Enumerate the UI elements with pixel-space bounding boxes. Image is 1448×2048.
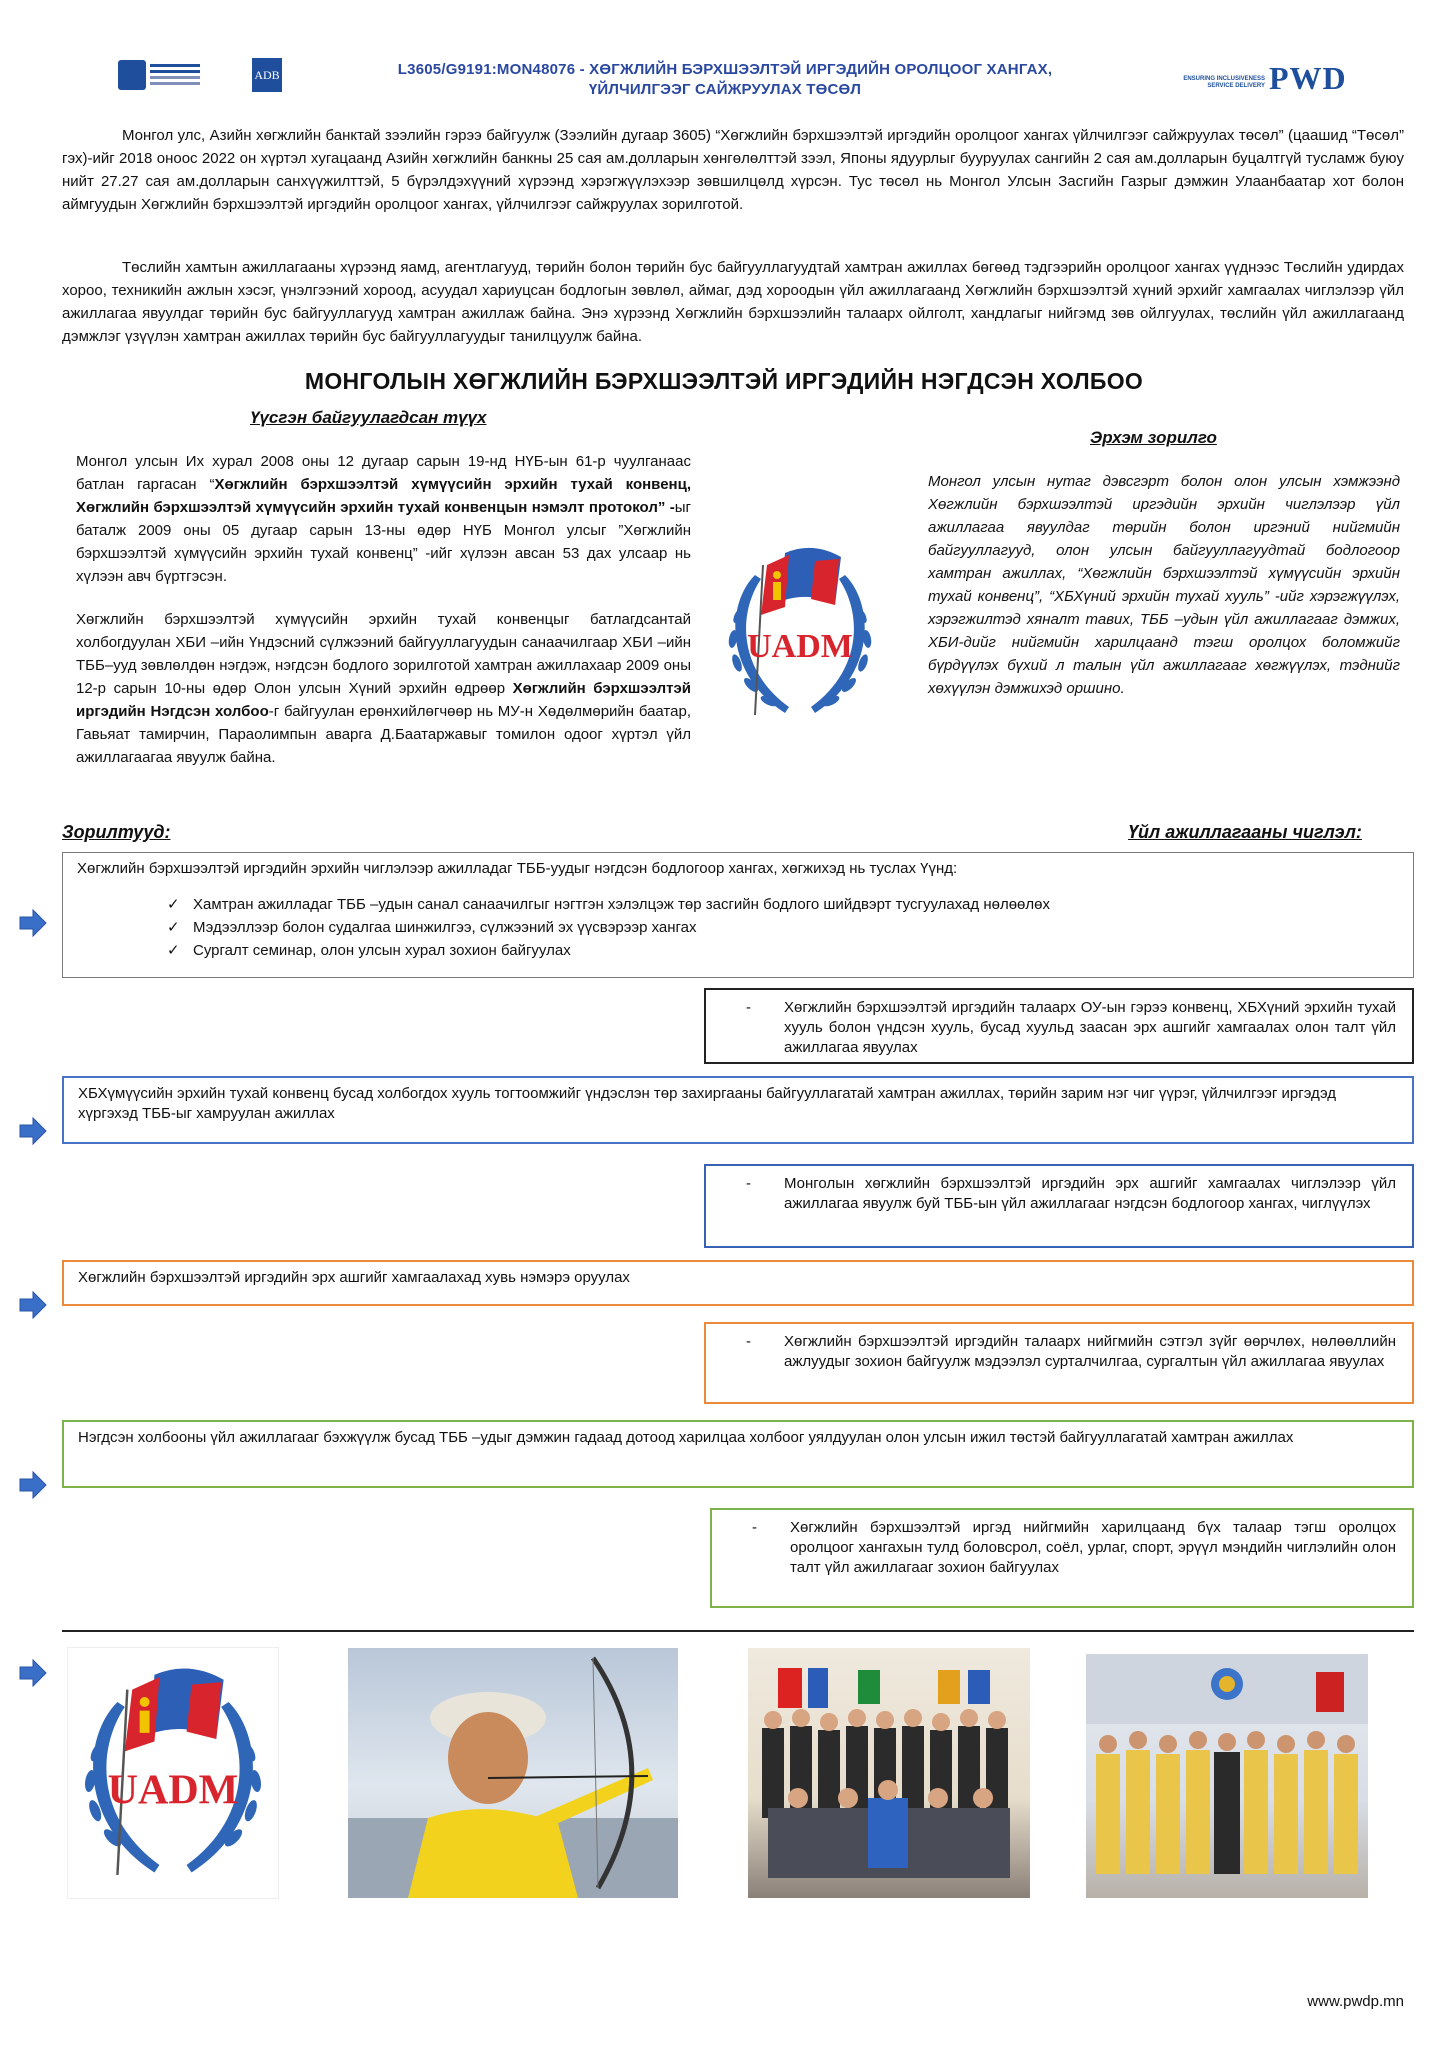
photo-archer <box>348 1648 678 1898</box>
intro-paragraph-2: Төслийн хамтын ажиллагааны хүрээнд яамд, агентлагууд, төрийн болон төрийн бус байгууллагуудтай хамтран ажиллах бөгөөд тэдгээрийн оролцоог хангах үүднээс Төслийн удирдах хороо, техникийн ажлын хэсэг, үнэлгээний хороод, асуудал хариуцсан бодлогын зөвлөл, аймаг, дэд хороодын үйл ажиллагаанд Хөгжлийн бэрхшээлтэй хүний эрхийг хамгаалах чиглэлээр үйл ажиллагаа явуулдаг төрийн бус байгууллагууд хамтран ажиллаж байна. Энэ хүрээнд Хөгжлийн бэрхшээлийн талаарх ойлголт, хандлагыг нийгэмд зөв ойлгуулах, төслийн үйл ажиллагаанд дэмжлэг үзүүлэн хамтран ажиллах төрийн бус байгууллагуудыг танилцуулж байна. <box>62 259 1404 345</box>
history-p1-text-a: Монгол улсын Их хурал 2008 оны 12 дугаар сарын 19-нд НҮБ-ын 61-р чуулганаас батлан гаргасан “ <box>76 453 691 493</box>
arrow-right-icon <box>18 1470 48 1500</box>
history-paragraph-2 <box>76 608 691 769</box>
direction-4-text: Хөгжлийн бэрхшээлтэй иргэд нийгмийн харилцаанд бүх талаар тэгш оролцох оролцоог хангахын тулд боловсрол, соёл, урлаг, спорт, эрүүл мэндийн чиглэлийн олон талт үйл ажиллагааг зохион байгуулах <box>790 1519 1396 1576</box>
goal-box-4 <box>62 1420 1414 1488</box>
arrow-right-icon <box>18 908 48 938</box>
history-p1-convention: Хөгжлийн бэрхшээлтэй хүмүүсийн эрхийн тухай конвенц, Хөгжлийн бэрхшээлтэй хүмүүсийн эрхийн тухай конвенцын нэмэлт протокол” - <box>76 476 691 516</box>
goal-box-2 <box>62 1076 1414 1144</box>
photo-group-meeting <box>748 1648 1030 1898</box>
checkmark-icon: ✓ <box>167 919 180 936</box>
direction-bullet: - <box>746 1175 751 1192</box>
goals-label: Зорилтууд: <box>62 822 171 842</box>
footer-website-link[interactable]: www.pwdp.mn <box>1307 1993 1404 2010</box>
history-p2-text-a: Хөгжлийн бэрхшээлтэй хүмүүсийн эрхийн тухай конвенцыг батлагдсантай холбогдуулан ХБИ –ийн Үндэсний сүлжээний байгууллагуудын санаачилгаар ХБИ –ийн ТББ–ууд зөвлөлдөн нэгдэж, нэгдсэн бодлого зорилготой хамтран ажиллахаар 2009 оны 12-р сарын 10-ны өдөр Олон улсын Хүний эрхийн өдрөөр <box>76 611 691 697</box>
goal-1-check-item: ✓ Сургалт семинар, олон улсын хурал зохион байгуулах <box>167 939 1399 962</box>
photo-uadm-logo <box>68 1648 278 1898</box>
history-paragraph-1 <box>76 450 691 588</box>
history-heading: Үүсгэн байгуулагдсан түүх <box>250 408 487 427</box>
project-title <box>330 60 1120 100</box>
uadm-logo-text: UADM <box>747 628 853 665</box>
direction-box-2 <box>704 1164 1414 1248</box>
direction-2-text: Монголын хөгжлийн бэрхшээлтэй иргэдийн эрх ашгийг хамгаалах чиглэлээр үйл ажиллагаа явуулж буй ТББ-ын үйл ажиллагааг нэгдсэн бодлогоор хангах, чиглүүлэх <box>784 1175 1396 1212</box>
arrow-right-icon <box>18 1290 48 1320</box>
direction-box-3 <box>704 1322 1414 1404</box>
directions-label: Үйл ажиллагааны чиглэл: <box>1128 822 1362 842</box>
goal-3-text: Хөгжлийн бэрхшээлтэй иргэдийн эрх ашгийг хамгаалахад хувь нэмэрэ оруулах <box>78 1269 630 1286</box>
goal-2-text: ХБХүмүүсийн эрхийн тухай конвенц бусад холбогдох хууль тогтоомжийг үндэслэн төр захиргааны байгууллагатай хамтран ажиллах, төрийн зарим нэг чиг үүрэг, үйлчилгээг иргэдэд хүргэхэд ТББ-ыг хамруулан ажиллах <box>78 1085 1337 1122</box>
mission-heading: Эрхэм зорилго <box>1090 428 1217 447</box>
goal-1-text: Хөгжлийн бэрхшээлтэй иргэдийн эрхийн чиглэлээр ажилладаг ТББ-уудыг нэгдсэн бодлогоор хангах, хөгжихэд нь туслах Үүнд: <box>77 860 958 877</box>
divider-line <box>62 1630 1414 1632</box>
goal-4-text: Нэгдсэн холбооны үйл ажиллагааг бэхжүүлж бусад ТББ –удыг дэмжин гадаад дотоод харилцаа холбоог уялдуулан олон улсын ижил төстэй байгууллагатай хамтран ажиллах <box>78 1429 1294 1446</box>
photo-team-yellow <box>1086 1654 1368 1898</box>
goal-1-checklist <box>167 893 1399 962</box>
checkmark-icon: ✓ <box>167 896 180 913</box>
goal-box-3 <box>62 1260 1414 1306</box>
arrow-right-icon <box>18 1658 48 1688</box>
project-title-line1: L3605/G9191:MON48076 - ХӨГЖЛИЙН БЭРХШЭЭЛТЭЙ ИРГЭДИЙН ОРОЛЦООГ ХАНГАХ, <box>397 61 1053 78</box>
ministry-logo-lines <box>150 64 200 67</box>
goal-1-check-item: ✓ Мэдээллээр болон судалгаа шинжилгээ, сүлжээний эх үүсвэрээр хангах <box>167 916 1399 939</box>
arrow-right-icon <box>18 1116 48 1146</box>
intro-paragraph-1: Монгол улс, Азийн хөгжлийн банктай зээлийн гэрээ байгуулж (Зээлийн дугаар 3605) “Хөгжлийн бэрхшээлтэй иргэдийн оролцоог хангах үйлчилгээг сайжруулах төсөл” (цаашид “Төсөл” гэх)-ийг 2018 оноос 2022 он хүртэл хугацаанд Азийн хөгжлийн банкны 25 сая ам.долларын хөнгөлөлттэй зээл, Японы ядуурлыг бууруулах сангийн 2 сая ам.долларын буцалтгүй тусламж буюу нийт 27.27 сая ам.долларын санхүүжилттэй, 5 бүрэлдэхүүний хүрээнд хэрэгжүүлэхээр зөвшилцөлд хүрсэн. Тус төсөл нь Монгол Улсын Засгийн Газрыг дэмжин Улаанбаатар хот болон аймгуудын Хөгжлийн бэрхшээлтэй иргэдийн оролцоог хангах, үйлчилгээг сайжруулах зорилготой. <box>62 127 1404 213</box>
goal-1-check-item: ✓ Хамтран ажилладаг ТББ –удын санал санаачилгыг нэгтгэн хэлэлцэж төр засгийн бодлого шийдвэрт тусгуулахад нөлөөлөх <box>167 893 1399 916</box>
history-p2-org-name: Хөгжлийн бэрхшээлтэй иргэдийн Нэгдсэн холбоо <box>76 680 692 720</box>
mission-text: Монгол улсын нутаг дэвсгэрт болон олон улсын хэмжээнд Хөгжлийн бэрхшээлтэй иргэдийн эрхийн чиглэлээр үйл ажиллагаа явуулдаг төрийн болон иргэний нийгмийн байгууллагууд, олон улсын байгууллагуудтай бодлогоор хамтран ажиллах, “Хөгжлийн бэрхшээлтэй хүмүүсийн эрхийн тухай конвенц”, “ХБХүний эрхийн тухай хууль” -ийг хэрэгжүүлэх, хэрэгжилтэд хяналт тавих, ТББ –удын үйл ажиллагааг дэмжих, ХБИ-дийг нийгмийн харилцаанд тэгш оролцох боломжийг бүрдүүлэх бүхий л талын үйл ажиллагааг хөгжүүлэх, тэднийг хөхүүлэн дэмжихэд оршино. <box>928 473 1400 697</box>
direction-bullet: - <box>752 1519 757 1536</box>
pwd-logo-text: PWD <box>1269 60 1347 96</box>
direction-1-text: Хөгжлийн бэрхшээлтэй иргэдийн талаарх ОУ-ын гэрээ конвенц, ХБХүний эрхийн тухай хууль болон үндсэн хууль, бусад хуульд заасан эрх ашгийг хамгаалах олон талт үйл ажиллагаа явуулах <box>784 999 1396 1056</box>
direction-bullet: - <box>746 1333 751 1350</box>
soyombo-emblem-icon <box>118 60 146 90</box>
history-p2-text-c: -г байгуулан ерөнхийлөгчөөр нь МУ-н Хөдөлмөрийн баатар, Гавьяат тамирчин, Параолимпын аварга Д.Баатаржавыг томилон одоог хүртэл үйл ажиллагаагаа явуулж байна. <box>76 703 691 766</box>
direction-box-1 <box>704 988 1414 1064</box>
checkmark-icon: ✓ <box>167 942 180 959</box>
adb-logo: ADB <box>252 58 282 92</box>
uadm-logo <box>715 535 885 730</box>
direction-bullet: - <box>746 999 751 1016</box>
project-title-line2: ҮЙЛЧИЛГЭЭГ САЙЖРУУЛАХ ТӨСӨЛ <box>588 81 862 98</box>
direction-box-4 <box>710 1508 1414 1608</box>
pwd-logo-tagline: ENSURING INCLUSIVENESS SERVICE DELIVERY <box>1183 76 1265 89</box>
history-p1-text-c: ыг баталж 2009 оны 05 дугаар сарын 13-ны өдөр НҮБ Монгол улсыг ”Хөгжлийн бэрхшээлтэй хүмүүсийн эрхийн тухай конвенц” -ийг хүлээн авсан 53 дах улсаар нь хүлээн авч бүртгэсэн. <box>76 499 691 585</box>
organization-title: МОНГОЛЫН ХӨГЖЛИЙН БЭРХШЭЭЛТЭЙ ИРГЭДИЙН НЭГДСЭН ХОЛБОО <box>304 368 1144 394</box>
direction-3-text: Хөгжлийн бэрхшээлтэй иргэдийн талаарх нийгмийн сэтгэл зүйг өөрчлөх, нөлөөллийн ажлуудыг зохион байгуулж мэдээлэл сурталчилгаа, сургалтын үйл ажиллагаа явуулах <box>784 1333 1396 1370</box>
goal-box-1 <box>62 852 1414 978</box>
ministry-logo <box>118 60 200 90</box>
pwd-logo <box>1165 62 1365 96</box>
photo-uadm-logo-text: UADM <box>107 1767 239 1814</box>
